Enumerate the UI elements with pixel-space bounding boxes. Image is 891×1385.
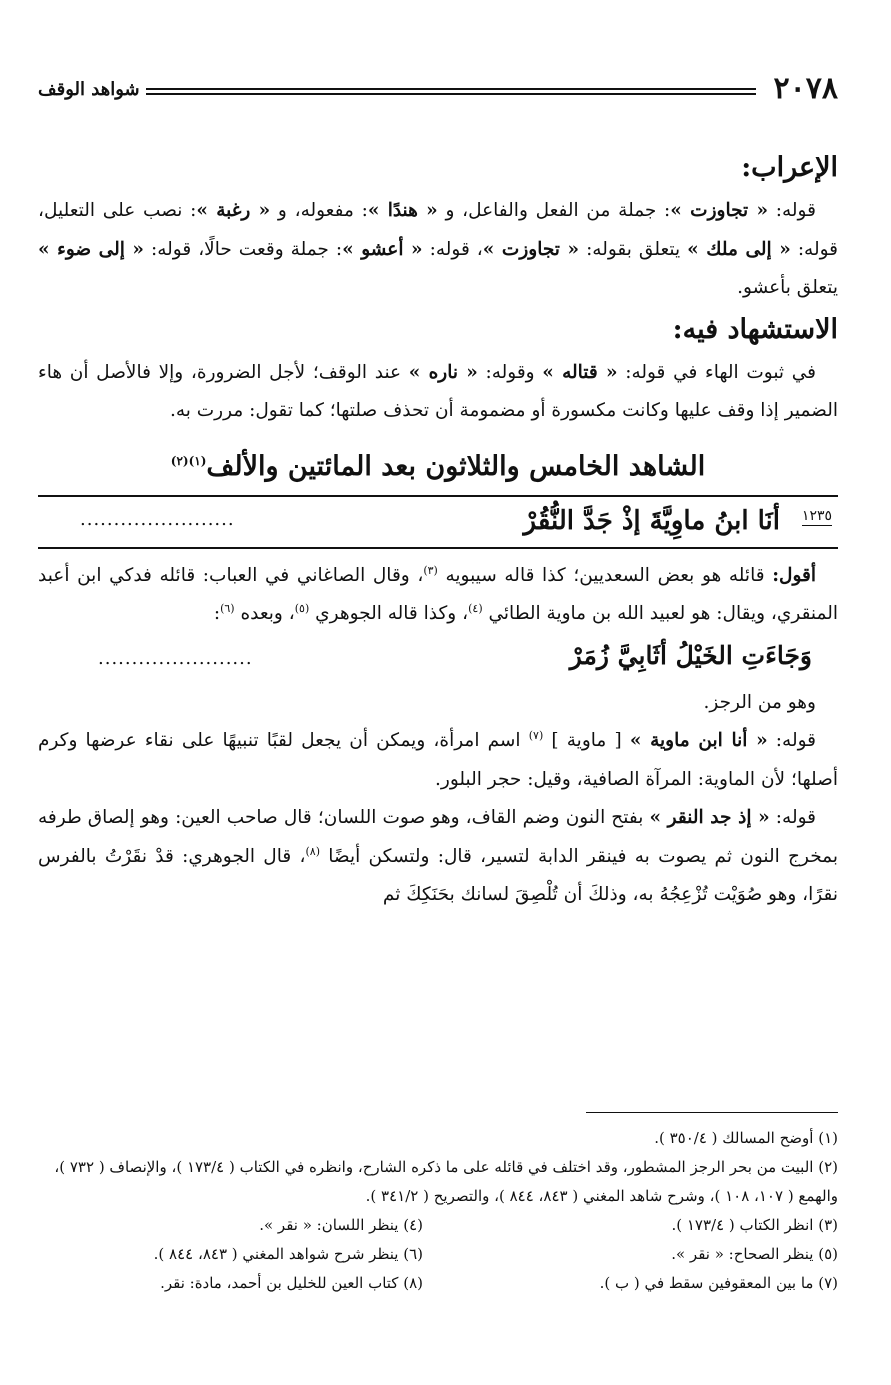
footnote-1: (١) أوضح المسالك ( ٣٥٠/٤ ).: [654, 1129, 838, 1147]
footnote-ref: (٦): [220, 601, 235, 615]
footnote-ref: (٥): [294, 601, 310, 615]
bold-term: « هندًا »: [367, 200, 438, 221]
istishhad-heading: الاستشهاد فيه:: [672, 313, 838, 345]
bold-term: « رغبة »: [196, 200, 271, 221]
verse-ellipsis: .......................: [80, 508, 235, 530]
paragraph: أقول: قائله هو بعض السعديين؛ كذا قاله سيبويه $^{(٣)}$، وقال الصاغاني في العباب: قائله فدكي ابن أعبد المنقري، ويقال: هو لعبيد الله بن ماوية الطائي $^{(٤)}$، وكذا قاله الجوهري $^{(٥)}$، وبعده $^{(٦)}$:: [38, 563, 838, 624]
footnote-2: (٢) البيت من بحر الرجز المشطور، وقد اختلف في قائله على ما ذكره الشارح، وانظره في الكتاب ( ١٧٣/٤ )، والإنصاف ( ٧٣٢ )، والهمع ( ١٠٧، ١٠٨ )، وشرح شاهد المغني ( ٨٤٣، ٨٤٤ )، والتصريح ( ٣٤١/٢ ).: [54, 1158, 838, 1205]
footnote-ref: (٧): [528, 728, 544, 742]
verse-number: ١٢٣٥: [801, 507, 832, 524]
footnote-grid: [38, 1211, 838, 1298]
second-verse-text: وَجَاءَتِ الخَيْلُ أثَابِيَّ زُمَرْ: [569, 640, 812, 670]
paragraph: قوله: « إذ جد النقر » بفتح النون وضم القاف، وهو صوت اللسان؛ قال صاحب العين: وهو إلصاق طرفه بمخرج النون ثم يصوت به فينقر الدابة لتسير، قال: ولتسكن أيضًا $^{(٨)}$، قال الجوهري: قدْ نقَرْتُ بالفرس نقرًا، وهو صُوَيْت تُزْعِجُهُ به، وذلكَ أن تُلْصِقَ لسانك بحَنَكِكَ ثم: [38, 807, 838, 905]
footnote-ref: (٤): [468, 601, 483, 615]
running-title: شواهد الوقف: [38, 79, 140, 100]
paragraph: قوله: « أنا ابن ماوية » [ ماوية ] $^{(٧)}$ اسم امرأة، ويمكن أن يجعل لقبًا تنبيهًا على نقاء عرضها وكرم أصلها؛ لأن الماوية: المرآة الصافية، وقيل: حجر البلور.: [38, 728, 838, 790]
second-verse-ellipsis: .......................: [98, 647, 253, 669]
footnote-4: (٤) ينظر اللسان: « نقر ».: [259, 1216, 423, 1234]
bold-term: « إلى ضوء »: [38, 238, 144, 260]
bold-term: « تجاوزت »: [482, 238, 580, 260]
bold-term: « إذ جد النقر »: [649, 807, 770, 828]
footnote-3: (٣) انظر الكتاب ( ١٧٣/٤ ).: [671, 1216, 838, 1234]
bold-term: « ناره »: [408, 361, 478, 383]
footnote-ref: (٨): [305, 844, 320, 858]
footnote-rule: [586, 1112, 838, 1113]
irab-section: [38, 192, 838, 308]
footnote-8: (٨) كتاب العين للخليل بن أحمد، مادة: نقر.: [160, 1274, 423, 1292]
book-page: [38, 71, 839, 1292]
page-number: ٢٠٧٨: [773, 71, 838, 106]
paragraph: في ثبوت الهاء في قوله: « قتاله » وقوله: « ناره » عند الوقف؛ لأجل الضرورة، وإلا فالأصل أن هاء الضمير إذا وقف عليها وكانت مكسورة أو مضمومة أن تحذف صلتها؛ كما تقول: مررت به.: [38, 361, 838, 421]
istishhad-section: [38, 354, 838, 431]
bold-term: « أنا ابن ماوية »: [629, 730, 768, 751]
bold-term: « تجاوزت »: [670, 200, 769, 221]
bold-term: أقول:: [772, 564, 816, 586]
footnote-6: (٦) ينظر شرح شواهد المغني ( ٨٤٣، ٨٤٤ ).: [153, 1245, 423, 1263]
bold-term: « إلى ملك »: [687, 238, 791, 260]
bold-term: « أعشو »: [342, 238, 423, 260]
chapter-footnote-ref: (١)(٢): [170, 453, 207, 468]
footnotes: [38, 1124, 838, 1298]
irab-heading: الإعراب:: [741, 152, 838, 183]
commentary-section: [38, 684, 838, 915]
paragraph: وهو من الرجز.: [703, 691, 816, 713]
paragraph: قوله: « تجاوزت »: جملة من الفعل والفاعل، و « هندًا »: مفعوله، و « رغبة »: نصب على التعليل، قوله: « إلى ملك » يتعلق بقوله: « تجاوزت »، قوله: « أعشو »: جملة وقعت حالًا، قوله: « إلى ضوء » يتعلق بأعشو.: [38, 200, 839, 298]
footnote-ref: (٣): [423, 563, 438, 577]
chapter-title: [38, 445, 838, 489]
verse-text: أنَا ابنُ ماوِيَّةَ إذْ جَدَّ النُّقُرْ: [523, 505, 780, 536]
footnote-7: (٧) ما بين المعقوفين سقط في ( ب ).: [599, 1274, 838, 1292]
aqul-section: [38, 557, 838, 634]
footnote-5: (٥) ينظر الصحاح: « نقر ».: [671, 1245, 838, 1263]
chapter-title-text: الشاهد الخامس والثلاثون بعد المائتين والألف: [206, 450, 706, 482]
header-rule: [146, 88, 756, 95]
main-verse: [38, 495, 838, 549]
bold-term: « قتاله »: [542, 361, 618, 383]
second-verse: [38, 634, 838, 684]
page-header: [38, 72, 838, 112]
